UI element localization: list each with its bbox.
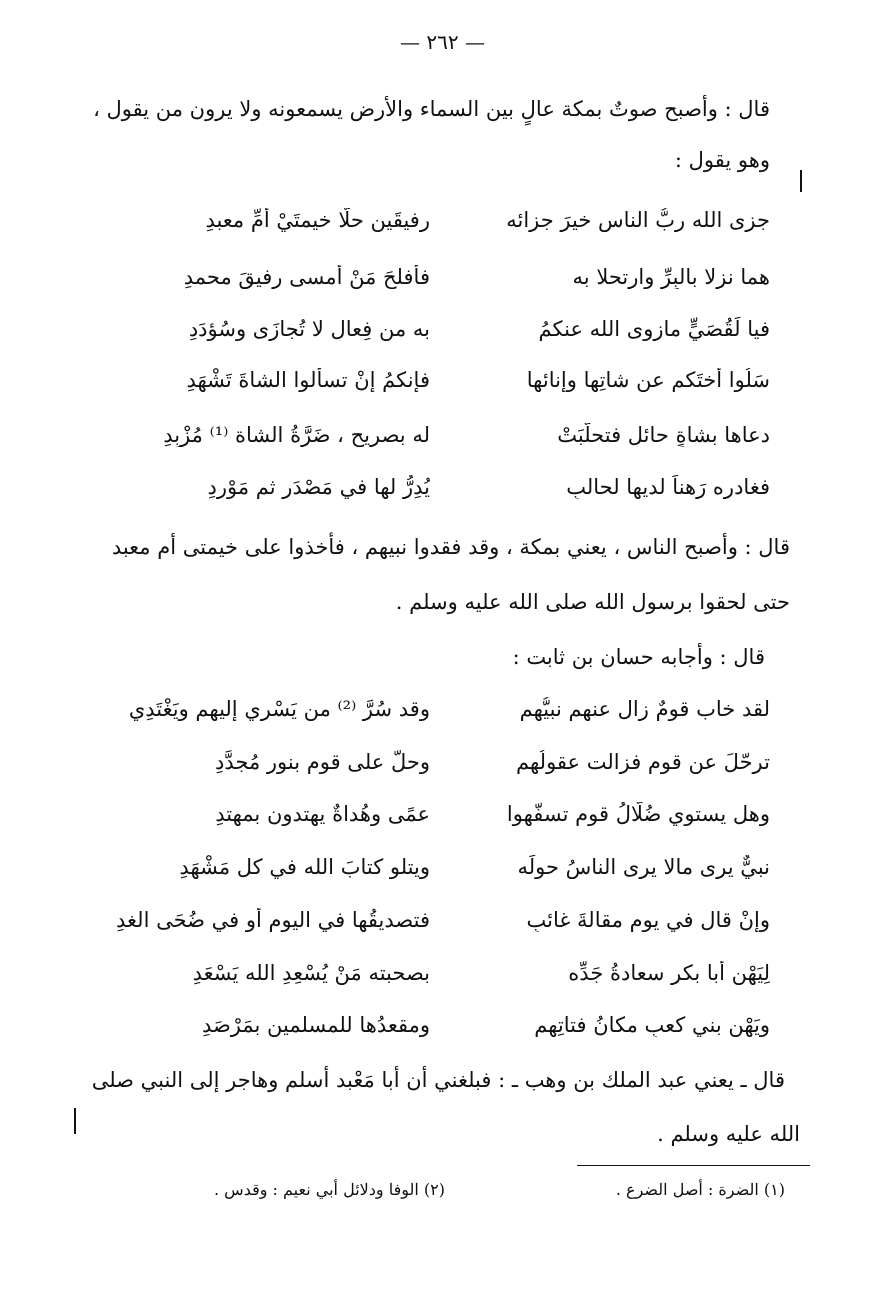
verse-second-hemistich: فتصديقُها في اليوم أو في ضُحَى الغدِ bbox=[116, 908, 430, 932]
middle-line-2: حتى لحقوا برسول الله صلى الله عليه وسلم . bbox=[395, 590, 790, 614]
verse-second-hemistich: بصحبته مَنْ يُسْعِدِ الله يَسْعَدِ bbox=[192, 961, 430, 985]
poem-1-verse-2 bbox=[90, 265, 770, 305]
verse-first-hemistich: فيا لَقُصَيٍّ مازوى الله عنكمُ bbox=[538, 317, 770, 341]
verse-first-hemistich: هما نزلا بالبِرِّ وارتحلا به bbox=[572, 265, 770, 289]
verse-second-hemistich: ومقعدُها للمسلمين بمَرْصَدِ bbox=[201, 1013, 430, 1037]
verse-second-hemistich: فإنكمُ إنْ تسألوا الشاةَ تَشْهَدِ bbox=[186, 368, 430, 392]
verse-first-hemistich: جزى الله ربُّ الناس خيرَ جزائه bbox=[506, 208, 770, 232]
page-number: — ٢٦٢ — bbox=[400, 30, 485, 54]
verse-first-hemistich: دعاها بشاةٍ حائلٍ فتحلّبَتْ bbox=[557, 423, 770, 447]
footnote-2: (٢) الوفا ودلائل أبي نعيم : وقدس . bbox=[213, 1180, 445, 1199]
verse-first-hemistich: لِيَهْنِ أبا بكرٍ سعادةُ جَدِّه bbox=[568, 961, 770, 985]
poem-1-verse-6 bbox=[90, 475, 770, 515]
middle-line-3: قال : وأجابه حسان بن ثابت : bbox=[512, 645, 765, 669]
verse-second-hemistich: فأفلحَ مَنْ أمسى رفيقَ محمدِ bbox=[183, 265, 430, 289]
poem-1-verse-1 bbox=[90, 208, 770, 248]
poem-2-verse-3 bbox=[90, 802, 770, 842]
intro-line-2: وهو يقول : bbox=[674, 148, 770, 172]
poem-2-verse-4 bbox=[90, 855, 770, 895]
verse-second-hemistich: عمًى وهُداةٌ يهتدون بمهتدِ bbox=[215, 802, 430, 826]
margin-mark-top bbox=[800, 170, 802, 192]
footnote-1: (١) الضرة : أصل الضرع . bbox=[615, 1180, 785, 1199]
poem-2-verse-5 bbox=[90, 908, 770, 948]
closing-line-1: قال ـ يعني عبد الملك بن وهب ـ : فبلغني أن أبا مَعْبد أسلم وهاجر إلى النبي صلى bbox=[91, 1068, 785, 1092]
middle-line-1: قال : وأصبح الناس ، يعني بمكة ، وقد فقدوا نبيهم ، فأخذوا على خيمتى أم معبد bbox=[111, 535, 790, 559]
verse-first-hemistich: ويَهْنِ بني كعبٍ مكانُ فتاتِهم bbox=[534, 1013, 770, 1037]
verse-second-hemistich: يُدِرُّ لها في مَصْدَرٍ ثم مَوْرِدِ bbox=[207, 475, 430, 499]
intro-line-1: قال : وأصبح صوتٌ بمكة عالٍ بين السماء والأرض يسمعونه ولا يرون من يقول ، bbox=[93, 97, 770, 121]
verse-first-hemistich: ترحّلَ عن قومٍ فزالت عقولُهم bbox=[516, 750, 770, 774]
verse-first-hemistich: وهل يستوي ضُلّالُ قومٍ تسفّهوا bbox=[506, 802, 770, 826]
poem-1-verse-3 bbox=[90, 317, 770, 357]
poem-1-verse-5 bbox=[90, 423, 770, 463]
verse-second-hemistich: به من فِعالٍ لا تُجازَى وسُؤدَدِ bbox=[188, 317, 430, 341]
verse-first-hemistich: سَلُوا أختَكم عن شاتِها وإنائها bbox=[526, 368, 770, 392]
margin-mark-bottom bbox=[74, 1108, 76, 1134]
poem-1-verse-4 bbox=[90, 368, 770, 408]
verse-first-hemistich: لقد خاب قومٌ زال عنهم نبيُّهم bbox=[519, 697, 770, 721]
footnote-divider bbox=[577, 1165, 810, 1166]
verse-second-hemistich: ويتلو كتابَ الله في كل مَشْهَدِ bbox=[179, 855, 430, 879]
verse-first-hemistich: نبيٌّ يرى مالا يرى الناسُ حولَه bbox=[517, 855, 770, 879]
verse-second-hemistich: رفيقَين حلَّا خيمتَيْ أمِّ معبدِ bbox=[205, 208, 430, 232]
poem-2-verse-2 bbox=[90, 750, 770, 790]
verse-first-hemistich: فغادره رَهناً لديها لحالبٍ bbox=[566, 475, 770, 499]
verse-first-hemistich: وإنْ قال في يومٍ مقالةَ غائبٍ bbox=[526, 908, 770, 932]
verse-second-hemistich: وحلَّ على قومٍ بنورٍ مُجدَّدِ bbox=[215, 750, 430, 774]
poem-2-verse-7 bbox=[90, 1013, 770, 1053]
poem-2-verse-1 bbox=[90, 697, 770, 737]
verse-second-hemistich: وقد سُرَّ ⁽²⁾ من يَسْري إليهم ويَغْتَدِي bbox=[128, 697, 430, 721]
closing-line-2: الله عليه وسلم . bbox=[657, 1122, 800, 1146]
verse-second-hemistich: له بصريحٍ ، ضَرَّةُ الشاة ⁽¹⁾ مُزْبِدِ bbox=[163, 423, 430, 447]
poem-2-verse-6 bbox=[90, 961, 770, 1001]
